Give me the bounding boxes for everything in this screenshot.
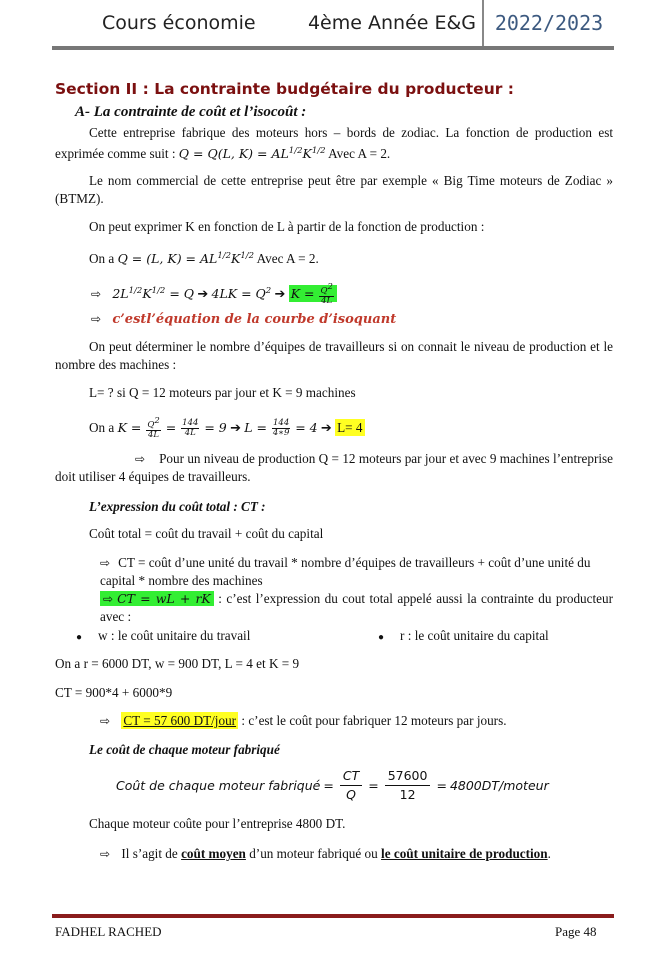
header-year: 2022/2023 (482, 0, 614, 46)
calculation-line: On a K = $\frac{Q^2}{4L}$ = $\frac{144}{4L}$ = 9 ➔ L = $\frac{144}{4∗9}$ = 4 ➔ L= 4 (89, 416, 363, 440)
arrow-icon: ⇨ (100, 556, 111, 570)
arrow-icon: ⇨ (91, 312, 102, 326)
unit-cost-sentence: Chaque moteur coûte pour l’entreprise 4800 DT. (89, 816, 346, 831)
header-level: 4ème Année E&G (307, 12, 477, 34)
arrow-right-icon: ➔ (230, 420, 241, 436)
footer-author: FADHEL RACHED (55, 924, 162, 939)
footer-divider (52, 914, 614, 918)
bullet-icon: ● (378, 632, 385, 643)
paragraph-company-name: Le nom commercial de cette entreprise peut être par exemple « Big Time moteurs de Zodiac » (BTMZ). (55, 173, 613, 206)
ct-formula-line: ⇨ CT = wL + rK : c’est l’expression du cout total appelé aussi la contrainte du producteur avec : (100, 591, 614, 624)
bullet-icon: ● (76, 632, 83, 643)
derivation-line: ⇨ $2L^{1/2}K^{1/2} = Q$ ➔ $4LK = Q^2$ ➔ K = $\frac{Q^2}{4L}$ (91, 282, 337, 306)
question-line: L= ? si Q = 12 moteurs par jour et K = 9 machines (89, 385, 356, 400)
paragraph-express-k: On peut exprimer K en fonction de L à partir de la fonction de production : (89, 219, 485, 234)
page-number: Page 48 (555, 924, 597, 939)
arrow-icon: ⇨ (135, 452, 146, 466)
arrow-right-icon: ➔ (274, 287, 286, 303)
production-equation-line: On a Q = (L, $K) = AL^{1/2}K^{1/2}$ Avec A = 2. (89, 251, 319, 267)
ct-calculation: CT = 900*4 + 6000*9 (55, 685, 173, 700)
arrow-icon: ⇨ (100, 847, 111, 861)
header-course: Cours économie (102, 12, 256, 34)
unit-cost-formula: Coût de chaque moteur fabriqué = $\frac{CT}{Q}$ = $\frac{57600}{12}$ = 4800DT/moteur (116, 768, 549, 802)
ct-heading: L’expression du coût total : CT : (89, 499, 266, 514)
values-line: On a r = 6000 DT, w = 900 DT, L = 4 et K = 9 (55, 656, 300, 671)
arrow-icon: ⇨ (91, 287, 102, 302)
subsection-title: A- La contrainte de coût et l’isocoût : (75, 104, 307, 120)
isoquant-note: ⇨ c’estl’équation de la courbe d’isoquant (91, 312, 397, 327)
header-divider (52, 46, 614, 50)
section-title: Section II : La contrainte budgétaire du producteur : (55, 80, 514, 98)
paragraph-conclusion-teams: ⇨ Pour un niveau de production Q = 12 moteurs par jour et avec 9 machines l’entreprise doit utiliser 4 équipes de travailleurs. (55, 451, 613, 484)
conclusion-line: ⇨ Il s’agit de coût moyen d’un moteur fabriqué ou le coût unitaire de production. (100, 846, 551, 861)
isoquant-equation-highlight: K = $\frac{Q^2}{4L}$ (289, 285, 337, 302)
unit-cost-heading: Le coût de chaque moteur fabriqué (89, 742, 280, 757)
result-highlight: L= 4 (337, 419, 363, 435)
arrow-right-icon: ➔ (320, 420, 332, 436)
page-header (52, 0, 614, 46)
ct-formula-highlight: ⇨ CT = wL + rK (100, 591, 214, 606)
bullet-r: ● r : le coût unitaire du capital (378, 628, 549, 643)
ct-result-line: ⇨ CT = 57 600 DT/jour : c’est le coût pour fabriquer 12 moteurs par jours. (100, 713, 507, 728)
ct-definition: Coût total = coût du travail + coût du capital (89, 526, 324, 541)
paragraph-production-function: Cette entreprise fabrique des moteurs hors – bords de zodiac. La fonction de production est exprimée comme suit : Q = Q(L, $K) = AL^{1/2}K^{1/2}$ Avec A = 2. (55, 125, 613, 162)
ct-detail: ⇨ CT = coût d’une unité du travail * nombre d’équipes de travailleurs + coût d’une unité du capital * nombre des machines (100, 555, 591, 588)
arrow-icon: ⇨ (100, 714, 111, 728)
paragraph-determine-teams: On peut déterminer le nombre d’équipes de travailleurs si on connait le niveau de production et le nombre des machines : (55, 339, 613, 372)
arrow-right-icon: ➔ (197, 287, 209, 303)
ct-result-highlight: CT = 57 600 DT/jour (123, 713, 237, 728)
bullet-w: ● w : le coût unitaire du travail (76, 628, 251, 643)
arrow-icon: ⇨ (103, 592, 114, 606)
